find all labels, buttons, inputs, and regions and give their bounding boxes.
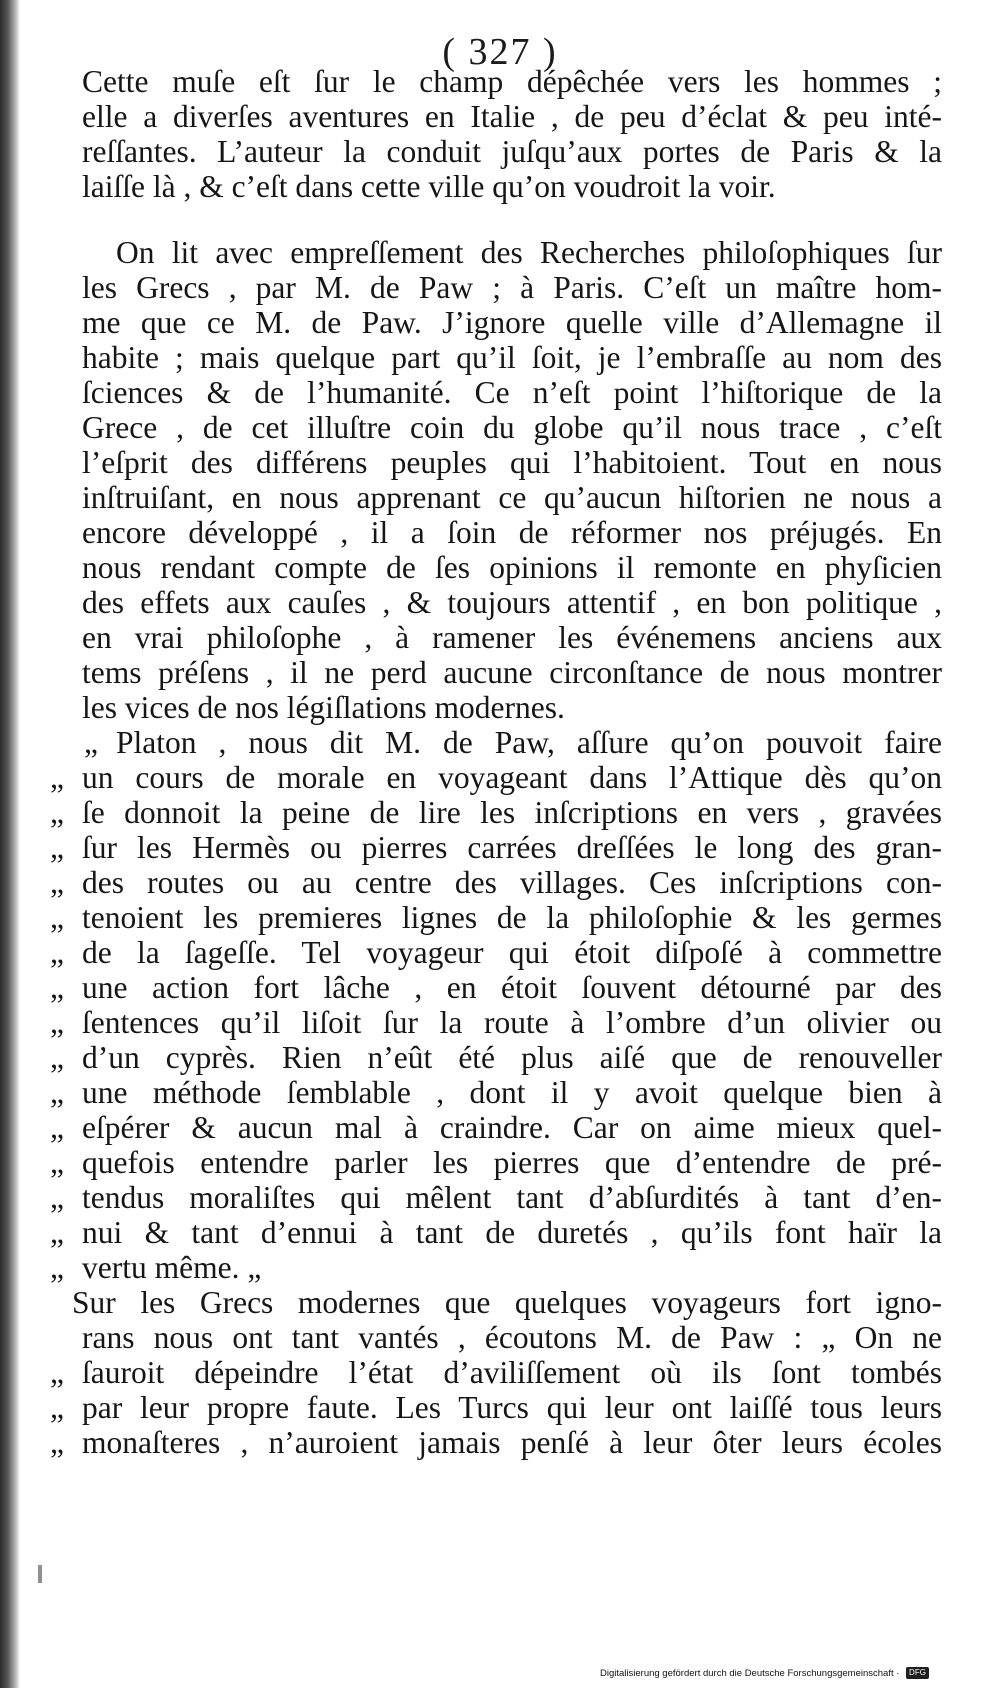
quote-line	[50, 1180, 942, 1215]
quote-mark: „	[50, 760, 64, 795]
quote-text: une action fort lâche , en étoit ſouvent détourné par des	[82, 970, 942, 1005]
dfg-logo: DFG	[906, 1667, 929, 1679]
text-line: rans nous ont tant vantés , écoutons M. de Paw : „ On ne	[82, 1320, 942, 1355]
quote-text: tendus moraliſtes qui mêlent tant d’abſurdités à tant d’en-	[82, 1180, 942, 1215]
text-line: encore développé , il a ſoin de réformer nos préjugés. En	[82, 515, 942, 550]
quote-line	[50, 935, 942, 970]
page-body	[50, 64, 942, 1460]
quote-mark: „	[50, 1145, 64, 1180]
quote-text: quefois entendre parler les pierres que d’entendre de pré-	[82, 1145, 942, 1180]
quote-line	[50, 1110, 942, 1145]
quote-line	[50, 900, 942, 935]
quote-mark: „	[50, 830, 64, 865]
text-line: Grece , de cet illuſtre coin du globe qu’il nous trace , c’eſt	[82, 410, 942, 445]
quote-line	[50, 830, 942, 865]
quote-mark: „	[50, 1005, 64, 1040]
text-line: ſciences & de l’humanité. Ce n’eſt point l’hiſtorique de la	[82, 375, 942, 410]
quote-line	[50, 1355, 942, 1390]
quote-line	[50, 970, 942, 1005]
quote-mark: „	[50, 970, 64, 1005]
text-line: On lit avec empreſſement des Recherches philoſophiques ſur	[116, 235, 942, 270]
quote-mark: „	[50, 1110, 64, 1145]
text-line: reſſantes. L’auteur la conduit juſqu’aux portes de Paris & la	[82, 134, 942, 169]
quote-text: des routes ou au centre des villages. Ces inſcriptions con-	[82, 865, 942, 900]
paragraph-1	[82, 64, 942, 204]
quote-line	[50, 1250, 942, 1285]
quote-mark: „	[50, 1215, 64, 1250]
quote-text: par leur propre faute. Les Turcs qui leur ont laiſſé tous leurs	[82, 1390, 942, 1425]
quote-mark: „	[84, 725, 98, 760]
text-line: habite ; mais quelque part qu’il ſoit, je l’embraſſe au nom des	[82, 340, 942, 375]
quote-line	[50, 1075, 942, 1110]
text-line: nous rendant compte de ſes opinions il remonte en phyſicien	[82, 550, 942, 585]
quote-mark: „	[50, 1180, 64, 1215]
quote-line	[50, 1005, 942, 1040]
quote-text: d’un cyprès. Rien n’eût été plus aiſé que de renouveller	[82, 1040, 942, 1075]
quote-mark: „	[50, 900, 64, 935]
paragraph-4	[50, 1285, 942, 1460]
quote-text: vertu même. „	[82, 1250, 262, 1285]
page-number: ( 327 )	[442, 31, 558, 73]
text-line: inſtruiſant, en nous apprenant ce qu’aucun hiſtorien ne nous a	[82, 480, 942, 515]
quote-text: Platon , nous dit M. de Paw, aſſure qu’on pouvoit faire	[116, 725, 942, 760]
quote-text: nui & tant d’ennui à tant de duretés , qu’ils font haïr la	[82, 1215, 942, 1250]
paragraph-2	[82, 235, 942, 725]
quote-line	[50, 1390, 942, 1425]
quote-mark: „	[50, 1040, 64, 1075]
quote-text: tenoient les premieres lignes de la philoſophie & les germes	[82, 900, 942, 935]
text-line: tems préſens , il ne perd aucune circonſtance de nous montrer	[82, 655, 942, 690]
quote-line	[50, 1425, 942, 1460]
text-line: l’eſprit des différens peuples qui l’habitoient. Tout en nous	[82, 445, 942, 480]
text-line: en vrai philoſophe , à ramener les événemens anciens aux	[82, 620, 942, 655]
binding-shadow	[0, 0, 20, 1688]
quote-line	[50, 1145, 942, 1180]
margin-mark	[38, 1565, 42, 1583]
text-line: Sur les Grecs modernes que quelques voyageurs fort igno-	[72, 1285, 942, 1320]
quote-text: de la ſageſſe. Tel voyageur qui étoit diſpoſé à commettre	[82, 935, 942, 970]
quote-text: ſe donnoit la peine de lire les inſcriptions en vers , gravées	[82, 795, 942, 830]
quote-text: une méthode ſemblable , dont il y avoit quelque bien à	[82, 1075, 942, 1110]
quote-line	[50, 865, 942, 900]
quote-text: eſpérer & aucun mal à craindre. Car on aime mieux quel-	[82, 1110, 942, 1145]
quote-line	[50, 760, 942, 795]
quote-mark: „	[50, 1075, 64, 1110]
quote-mark: „	[50, 1355, 64, 1390]
text-line: laiſſe là , & c’eſt dans cette ville qu’on voudroit la voir.	[82, 169, 776, 204]
quote-mark: „	[50, 795, 64, 830]
text-line: les vices de nos légiſlations modernes.	[82, 690, 565, 725]
quote-line	[82, 725, 942, 760]
quote-text: un cours de morale en voyageant dans l’Attique dès qu’on	[82, 760, 942, 795]
quote-text: ſur les Hermès ou pierres carrées dreſſées le long des gran-	[82, 830, 942, 865]
text-line: Cette muſe eſt ſur le champ dépêchée vers les hommes ;	[82, 64, 942, 99]
quote-line	[50, 1215, 942, 1250]
quote-line	[50, 1040, 942, 1075]
text-line: elle a diverſes aventures en Italie , de peu d’éclat & peu inté-	[82, 99, 942, 134]
quote-text: ſauroit dépeindre l’état d’aviliſſement où ils ſont tombés	[82, 1355, 942, 1390]
text-line: les Grecs , par M. de Paw ; à Paris. C’eſt un maître hom-	[82, 270, 942, 305]
text-line: me que ce M. de Paw. J’ignore quelle ville d’Allemagne il	[82, 305, 942, 340]
text-line: des effets aux cauſes , & toujours attentif , en bon politique ,	[82, 585, 942, 620]
quote-text: ſentences qu’il liſoit ſur la route à l’ombre d’un olivier ou	[82, 1005, 942, 1040]
quote-text: monaſteres , n’auroient jamais penſé à leur ôter leurs écoles	[82, 1425, 942, 1460]
digitization-credit	[600, 1666, 992, 1682]
quote-mark: „	[50, 1250, 64, 1285]
footer-text: Digitalisierung gefördert durch die Deutsche Forschungsgemeinschaft ·	[600, 1668, 900, 1679]
quotation-paragraph	[50, 725, 942, 1285]
quote-mark: „	[50, 935, 64, 970]
quote-mark: „	[50, 865, 64, 900]
quote-line	[50, 795, 942, 830]
quote-mark: „	[50, 1425, 64, 1460]
quote-mark: „	[50, 1390, 64, 1425]
